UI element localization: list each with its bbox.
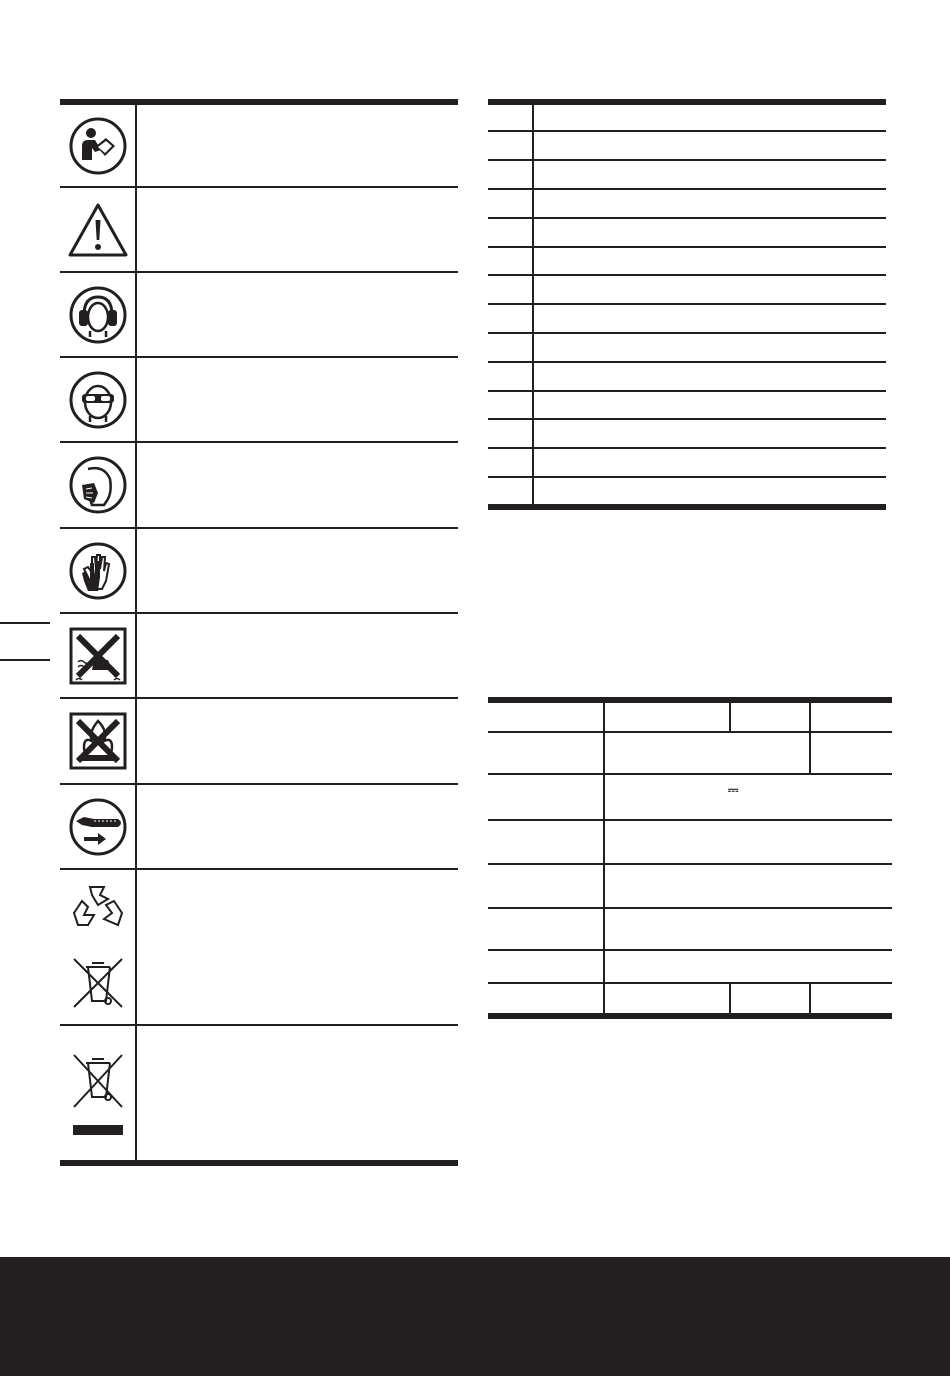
parts-row-divider: [488, 418, 886, 420]
dust-mask-icon: [68, 455, 128, 515]
eye-protection-icon: [68, 370, 128, 430]
side-tab-mark-bottom: [0, 659, 50, 661]
weee-battery-icon: [70, 1051, 126, 1115]
parts-row-divider: [488, 476, 886, 478]
tech-col-divider-d: [809, 983, 811, 1013]
weee-bin-icon: [70, 955, 126, 1011]
symbol-row-warning: [60, 188, 136, 271]
parts-row-divider: [488, 361, 886, 363]
parts-row-divider: [488, 130, 886, 132]
tech-table-bottom-rule: [488, 1013, 892, 1019]
parts-table-bottom-rule: [488, 504, 886, 510]
read-manual-icon: [68, 116, 128, 176]
weee-bar: [73, 1125, 123, 1135]
symbol-row-chain-direction: [60, 785, 136, 868]
side-tab-mark-top: [0, 622, 50, 624]
tech-table-top-rule: [488, 697, 892, 703]
tech-col-divider-main: [603, 697, 605, 1019]
symbol-row-ear-protection: [60, 273, 136, 356]
parts-row-divider: [488, 332, 886, 334]
symbol-row-no-fire: [60, 699, 136, 783]
tech-col-divider-b: [809, 703, 811, 774]
parts-row-divider: [488, 447, 886, 449]
footer-band: [0, 1257, 950, 1376]
ear-protection-icon: [68, 285, 128, 345]
parts-row-divider: [488, 159, 886, 161]
tech-row-divider: [488, 949, 892, 951]
symbol-row-weee: [60, 1026, 136, 1160]
symbols-table-bottom-rule: [60, 1160, 458, 1166]
symbol-row-no-water: [60, 614, 136, 697]
no-water-icon: [68, 626, 128, 686]
no-fire-icon: [68, 711, 128, 771]
parts-table-top-rule: [488, 99, 886, 105]
tech-row-divider: [488, 907, 892, 909]
symbol-row-dust-mask: [60, 443, 136, 527]
tech-row-divider: [488, 819, 892, 821]
tech-col-divider-a: [729, 703, 731, 732]
symbol-row-gloves: [60, 529, 136, 612]
tech-row-divider: [488, 863, 892, 865]
symbol-row-recycle: [60, 870, 136, 1024]
parts-row-divider: [488, 217, 886, 219]
tech-row-divider: [488, 731, 892, 733]
dc-symbol: ⎓: [728, 782, 739, 797]
parts-row-divider: [488, 390, 886, 392]
tech-row-divider: [488, 773, 892, 775]
symbol-row-read-manual: [60, 105, 136, 186]
gloves-icon: [68, 541, 128, 601]
recycle-icon: [70, 883, 126, 935]
parts-row-divider: [488, 303, 886, 305]
warning-triangle-icon: [67, 202, 129, 258]
parts-row-divider: [488, 246, 886, 248]
parts-row-divider: [488, 188, 886, 190]
tech-col-divider-c: [729, 983, 731, 1013]
chain-direction-icon: [68, 797, 128, 857]
parts-row-divider: [488, 274, 886, 276]
symbol-row-eye-protection: [60, 358, 136, 441]
tech-row-divider: [488, 982, 892, 984]
